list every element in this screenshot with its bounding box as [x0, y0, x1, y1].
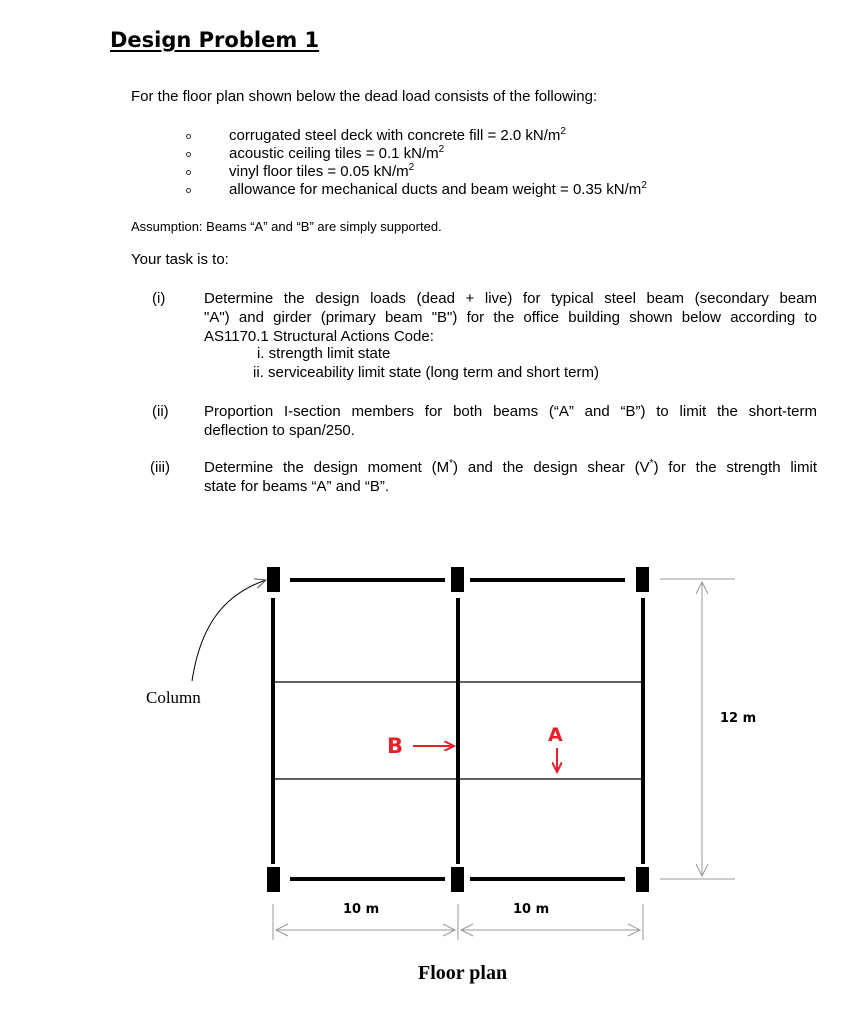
beam-b-label: B	[387, 734, 404, 758]
sub-item: i. strength limit state	[257, 345, 391, 362]
task-line: Determine the design loads (dead + live) for typical steel beam (secondary beam	[204, 290, 817, 307]
column-bottom-left	[267, 867, 280, 892]
dead-load-text: acoustic ceiling tiles = 0.1 kN/m	[229, 145, 439, 162]
figure-caption: Floor plan	[418, 962, 508, 984]
superscript: 2	[438, 144, 445, 155]
page-title: Design Problem 1	[110, 28, 320, 52]
superscript: 2	[641, 180, 647, 191]
task-number: (iii)	[150, 459, 170, 476]
task-line: Determine the design moment (M*) and the design shear (V*) for the strength limit	[204, 458, 818, 476]
dead-load-text: vinyl floor tiles = 0.05 kN/m	[229, 163, 409, 180]
superscript: *	[449, 458, 454, 469]
task-line: "A") and girder (primary beam "B") for the office building shown below according to	[204, 309, 817, 326]
column-top-right	[636, 567, 649, 592]
beam-a-label: A	[548, 724, 563, 746]
column-leader-arrow	[192, 580, 266, 681]
intro-text: For the floor plan shown below the dead load consists of the following:	[131, 88, 598, 105]
dead-load-text: corrugated steel deck with concrete fill = 2.0 kN/m	[229, 127, 561, 144]
column-bottom-middle	[451, 867, 464, 892]
column-label: Column	[146, 688, 201, 707]
task-line: AS1170.1 Structural Actions Code:	[204, 328, 434, 345]
height-dimension-label: 12 m	[720, 711, 757, 726]
assumption-text: Assumption: Beams “A” and “B” are simply supported.	[131, 219, 442, 234]
superscript: 2	[408, 162, 415, 173]
task-heading: Your task is to:	[131, 251, 229, 268]
span-dimension-label: 10 m	[513, 902, 550, 917]
dead-load-text: allowance for mechanical ducts and beam weight = 0.35 kN/m	[229, 181, 642, 198]
task-number: (ii)	[152, 403, 169, 420]
column-top-left	[267, 567, 280, 592]
superscript: 2	[560, 126, 566, 137]
superscript: *	[649, 458, 654, 469]
column-top-middle	[451, 567, 464, 592]
sub-item: ii. serviceability limit state (long term and short term)	[253, 364, 599, 381]
task-line: deflection to span/250.	[204, 422, 355, 439]
column-bottom-right	[636, 867, 649, 892]
task-line: state for beams “A” and “B”.	[204, 478, 390, 495]
task-line: Proportion I-section members for both beams (“A” and “B”) to limit the short-term	[204, 403, 817, 420]
span-dimension-label: 10 m	[343, 902, 380, 917]
task-number: (i)	[152, 290, 166, 307]
